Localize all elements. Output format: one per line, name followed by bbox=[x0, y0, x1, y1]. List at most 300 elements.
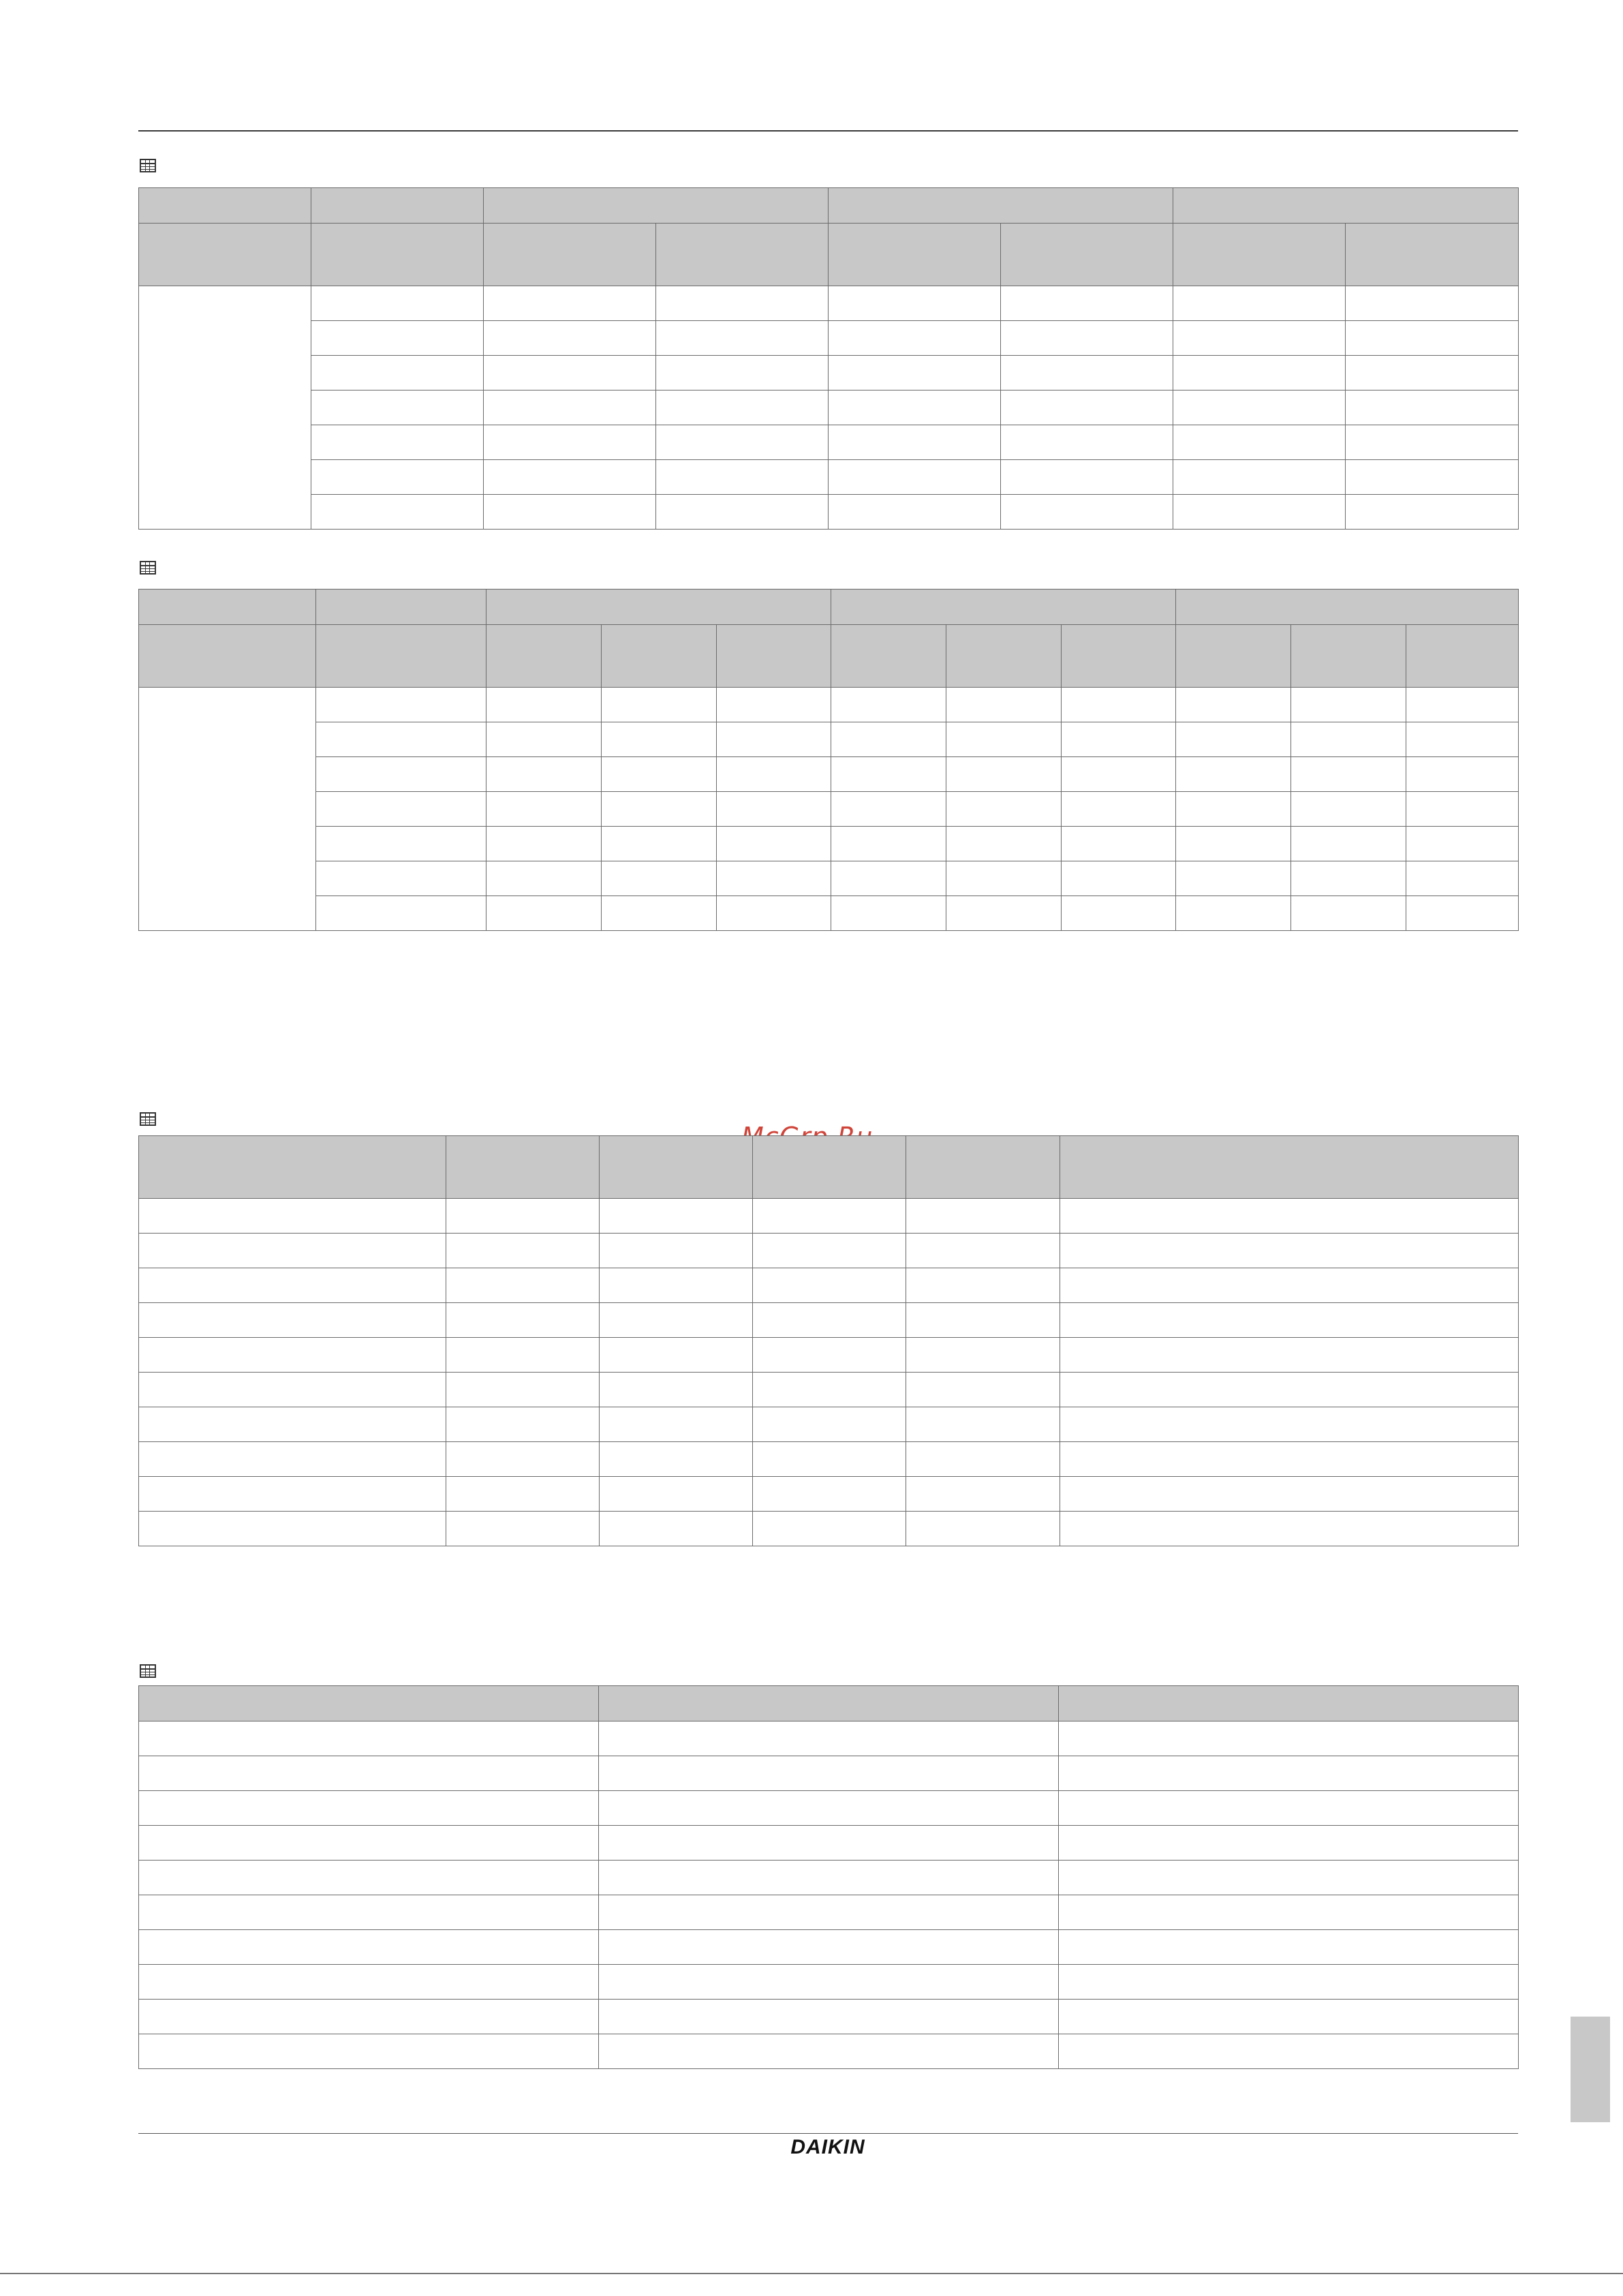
cell bbox=[139, 1791, 599, 1826]
cell bbox=[946, 792, 1062, 827]
cell bbox=[1060, 1234, 1519, 1268]
header-cell bbox=[753, 1136, 906, 1199]
table-3-header-row bbox=[139, 1136, 1519, 1199]
cell bbox=[753, 1338, 906, 1373]
table-2-subheader-row bbox=[139, 625, 1519, 688]
cell bbox=[1346, 286, 1519, 321]
cell bbox=[446, 1442, 600, 1477]
table-row bbox=[139, 495, 1519, 530]
table-row bbox=[139, 1895, 1519, 1930]
header-cell bbox=[139, 1136, 446, 1199]
cell bbox=[602, 896, 717, 931]
cell bbox=[599, 1965, 1059, 2000]
cell bbox=[484, 425, 656, 460]
table-1 bbox=[138, 187, 1519, 530]
cell bbox=[829, 425, 1001, 460]
cell bbox=[316, 827, 486, 861]
cell bbox=[139, 1512, 446, 1546]
cell bbox=[600, 1477, 753, 1512]
header-cell bbox=[139, 224, 311, 286]
cell bbox=[486, 792, 602, 827]
cell bbox=[1060, 1303, 1519, 1338]
cell bbox=[316, 688, 486, 722]
cell bbox=[656, 286, 829, 321]
cell bbox=[311, 286, 484, 321]
table-row bbox=[139, 1268, 1519, 1303]
cell bbox=[753, 1407, 906, 1442]
cell bbox=[753, 1268, 906, 1303]
cell bbox=[1062, 861, 1176, 896]
cell bbox=[1173, 391, 1346, 425]
cell bbox=[139, 1407, 446, 1442]
table-row bbox=[139, 1826, 1519, 1861]
cell bbox=[1346, 356, 1519, 391]
cell bbox=[311, 391, 484, 425]
table-row bbox=[139, 1303, 1519, 1338]
cell bbox=[829, 391, 1001, 425]
cell bbox=[600, 1338, 753, 1373]
cell bbox=[717, 688, 831, 722]
cell bbox=[1346, 495, 1519, 530]
cell bbox=[1291, 688, 1406, 722]
header-cell bbox=[316, 590, 486, 625]
cell bbox=[1062, 792, 1176, 827]
table-row bbox=[139, 1199, 1519, 1234]
table-row bbox=[139, 460, 1519, 495]
header-cell bbox=[946, 625, 1062, 688]
table-row bbox=[139, 1861, 1519, 1895]
cell bbox=[906, 1303, 1060, 1338]
table-row bbox=[139, 792, 1519, 827]
cell bbox=[139, 1268, 446, 1303]
cell bbox=[316, 896, 486, 931]
cell bbox=[1176, 722, 1291, 757]
table-row bbox=[139, 1756, 1519, 1791]
cell bbox=[139, 2000, 599, 2034]
table-row bbox=[139, 1234, 1519, 1268]
cell bbox=[446, 1477, 600, 1512]
cell bbox=[1176, 827, 1291, 861]
cell bbox=[602, 827, 717, 861]
header-cell bbox=[656, 224, 829, 286]
table-row bbox=[139, 722, 1519, 757]
cell bbox=[139, 1895, 599, 1930]
cell bbox=[753, 1199, 906, 1234]
cell bbox=[1176, 757, 1291, 792]
cell bbox=[1059, 1895, 1519, 1930]
cell bbox=[1291, 792, 1406, 827]
cell bbox=[1062, 827, 1176, 861]
cell bbox=[906, 1199, 1060, 1234]
cell bbox=[753, 1234, 906, 1268]
cell bbox=[600, 1407, 753, 1442]
cell bbox=[656, 495, 829, 530]
cell bbox=[1060, 1512, 1519, 1546]
cell bbox=[946, 688, 1062, 722]
cell bbox=[1062, 688, 1176, 722]
header-cell bbox=[311, 224, 484, 286]
cell bbox=[602, 688, 717, 722]
cell bbox=[1059, 1721, 1519, 1756]
cell bbox=[1406, 792, 1519, 827]
table-row bbox=[139, 1407, 1519, 1442]
cell bbox=[599, 1721, 1059, 1756]
table-2 bbox=[138, 589, 1519, 931]
cell bbox=[1291, 827, 1406, 861]
table-row bbox=[139, 1721, 1519, 1756]
table-1-header-row bbox=[139, 188, 1519, 224]
cell bbox=[1062, 757, 1176, 792]
cell bbox=[311, 321, 484, 356]
cell bbox=[1406, 827, 1519, 861]
cell bbox=[139, 1477, 446, 1512]
cell bbox=[946, 827, 1062, 861]
cell bbox=[1291, 861, 1406, 896]
table-1-subheader-row bbox=[139, 224, 1519, 286]
merged-cell bbox=[139, 286, 311, 530]
cell bbox=[829, 495, 1001, 530]
table-row bbox=[139, 688, 1519, 722]
cell bbox=[599, 1826, 1059, 1861]
cell bbox=[1059, 1965, 1519, 2000]
cell bbox=[600, 1373, 753, 1407]
cell bbox=[486, 688, 602, 722]
cell bbox=[600, 1234, 753, 1268]
table-row bbox=[139, 1512, 1519, 1546]
header-cell bbox=[831, 625, 946, 688]
cell bbox=[1176, 688, 1291, 722]
cell bbox=[831, 861, 946, 896]
cell bbox=[139, 1199, 446, 1234]
cell bbox=[829, 286, 1001, 321]
cell bbox=[139, 1756, 599, 1791]
cell bbox=[1176, 861, 1291, 896]
cell bbox=[1060, 1442, 1519, 1477]
cell bbox=[139, 1826, 599, 1861]
cell bbox=[753, 1303, 906, 1338]
header-cell bbox=[311, 188, 484, 224]
cell bbox=[753, 1442, 906, 1477]
header-cell bbox=[486, 625, 602, 688]
header-cell bbox=[316, 625, 486, 688]
header-cell bbox=[1346, 224, 1519, 286]
cell bbox=[600, 1442, 753, 1477]
cell bbox=[1060, 1373, 1519, 1407]
cell bbox=[906, 1234, 1060, 1268]
cell bbox=[1001, 495, 1173, 530]
cell bbox=[1291, 722, 1406, 757]
cell bbox=[717, 757, 831, 792]
cell bbox=[1346, 391, 1519, 425]
cell bbox=[753, 1373, 906, 1407]
cell bbox=[656, 460, 829, 495]
cell bbox=[656, 356, 829, 391]
cell bbox=[1173, 495, 1346, 530]
cell bbox=[1060, 1199, 1519, 1234]
cell bbox=[486, 896, 602, 931]
cell bbox=[946, 861, 1062, 896]
cell bbox=[599, 1895, 1059, 1930]
header-cell bbox=[1173, 224, 1346, 286]
cell bbox=[484, 495, 656, 530]
table-3 bbox=[138, 1135, 1519, 1546]
table-row bbox=[139, 391, 1519, 425]
cell bbox=[139, 1721, 599, 1756]
cell bbox=[600, 1303, 753, 1338]
cell bbox=[1060, 1338, 1519, 1373]
cell bbox=[600, 1512, 753, 1546]
cell bbox=[446, 1373, 600, 1407]
cell bbox=[906, 1477, 1060, 1512]
header-cell bbox=[717, 625, 831, 688]
table-row bbox=[139, 425, 1519, 460]
table-icon bbox=[140, 1112, 156, 1126]
cell bbox=[829, 356, 1001, 391]
cell bbox=[311, 356, 484, 391]
cell bbox=[139, 1442, 446, 1477]
cell bbox=[831, 722, 946, 757]
table-icon bbox=[140, 1664, 156, 1678]
header-cell bbox=[1406, 625, 1519, 688]
table-row bbox=[139, 896, 1519, 931]
cell bbox=[486, 827, 602, 861]
header-cell bbox=[1173, 188, 1519, 224]
cell bbox=[602, 792, 717, 827]
cell bbox=[446, 1234, 600, 1268]
header-cell bbox=[484, 188, 829, 224]
daikin-logo bbox=[777, 2133, 879, 2160]
cell bbox=[1059, 1791, 1519, 1826]
table-icon bbox=[140, 159, 156, 172]
table-row bbox=[139, 2034, 1519, 2069]
logo-text: DAIKIN bbox=[790, 2136, 865, 2158]
cell bbox=[1001, 286, 1173, 321]
header-cell bbox=[602, 625, 717, 688]
cell bbox=[599, 2000, 1059, 2034]
table-row bbox=[139, 286, 1519, 321]
cell bbox=[1059, 1861, 1519, 1895]
cell bbox=[831, 792, 946, 827]
cell bbox=[602, 861, 717, 896]
cell bbox=[753, 1477, 906, 1512]
cell bbox=[311, 495, 484, 530]
cell bbox=[1060, 1407, 1519, 1442]
table-row bbox=[139, 1442, 1519, 1477]
cell bbox=[316, 792, 486, 827]
header-cell bbox=[1060, 1136, 1519, 1199]
cell bbox=[484, 460, 656, 495]
cell bbox=[139, 2034, 599, 2069]
cell bbox=[311, 460, 484, 495]
header-cell bbox=[1176, 625, 1291, 688]
header-cell bbox=[1059, 1686, 1519, 1721]
cell bbox=[1406, 757, 1519, 792]
header-cell bbox=[139, 590, 316, 625]
header-cell bbox=[139, 625, 316, 688]
cell bbox=[446, 1512, 600, 1546]
cell bbox=[717, 792, 831, 827]
cell bbox=[599, 1861, 1059, 1895]
cell bbox=[139, 1861, 599, 1895]
cell bbox=[1406, 861, 1519, 896]
cell bbox=[446, 1199, 600, 1234]
cell bbox=[1406, 722, 1519, 757]
header-cell bbox=[1001, 224, 1173, 286]
cell bbox=[599, 1756, 1059, 1791]
cell bbox=[753, 1512, 906, 1546]
cell bbox=[139, 1373, 446, 1407]
header-cell bbox=[1176, 590, 1519, 625]
header-cell bbox=[599, 1686, 1059, 1721]
cell bbox=[484, 356, 656, 391]
chapter-side-tab bbox=[1571, 2017, 1610, 2122]
cell bbox=[316, 861, 486, 896]
cell bbox=[1291, 757, 1406, 792]
cell bbox=[484, 391, 656, 425]
cell bbox=[1001, 356, 1173, 391]
table-row bbox=[139, 321, 1519, 356]
cell bbox=[1062, 722, 1176, 757]
cell bbox=[1001, 391, 1173, 425]
cell bbox=[484, 286, 656, 321]
cell bbox=[829, 460, 1001, 495]
cell bbox=[1060, 1477, 1519, 1512]
cell bbox=[946, 757, 1062, 792]
cell bbox=[1059, 2000, 1519, 2034]
cell bbox=[831, 688, 946, 722]
table-icon bbox=[140, 561, 156, 575]
cell bbox=[1060, 1268, 1519, 1303]
cell bbox=[139, 1234, 446, 1268]
header-cell bbox=[831, 590, 1176, 625]
cell bbox=[717, 722, 831, 757]
cell bbox=[486, 757, 602, 792]
cell bbox=[1346, 321, 1519, 356]
cell bbox=[1406, 896, 1519, 931]
cell bbox=[1062, 896, 1176, 931]
cell bbox=[139, 1930, 599, 1965]
cell bbox=[602, 722, 717, 757]
header-cell bbox=[600, 1136, 753, 1199]
cell bbox=[906, 1268, 1060, 1303]
table-row bbox=[139, 1338, 1519, 1373]
cell bbox=[1059, 2034, 1519, 2069]
cell bbox=[906, 1512, 1060, 1546]
header-cell bbox=[139, 188, 311, 224]
cell bbox=[316, 722, 486, 757]
table-row bbox=[139, 1965, 1519, 2000]
table-row bbox=[139, 356, 1519, 391]
cell bbox=[946, 896, 1062, 931]
table-4 bbox=[138, 1685, 1519, 2069]
cell bbox=[602, 757, 717, 792]
cell bbox=[906, 1338, 1060, 1373]
header-cell bbox=[446, 1136, 600, 1199]
bottom-edge-line bbox=[0, 2273, 1623, 2274]
cell bbox=[1059, 1930, 1519, 1965]
cell bbox=[1176, 792, 1291, 827]
table-row bbox=[139, 1477, 1519, 1512]
cell bbox=[1059, 1826, 1519, 1861]
table-row bbox=[139, 1791, 1519, 1826]
cell bbox=[906, 1373, 1060, 1407]
cell bbox=[829, 321, 1001, 356]
header-cell bbox=[139, 1686, 599, 1721]
cell bbox=[446, 1268, 600, 1303]
cell bbox=[1173, 460, 1346, 495]
cell bbox=[1291, 896, 1406, 931]
table-4-header-row bbox=[139, 1686, 1519, 1721]
cell bbox=[446, 1303, 600, 1338]
cell bbox=[311, 425, 484, 460]
header-cell bbox=[486, 590, 831, 625]
cell bbox=[1059, 1756, 1519, 1791]
cell bbox=[1173, 286, 1346, 321]
cell bbox=[446, 1338, 600, 1373]
header-cell bbox=[1062, 625, 1176, 688]
cell bbox=[831, 827, 946, 861]
cell bbox=[1001, 321, 1173, 356]
cell bbox=[139, 1303, 446, 1338]
cell bbox=[656, 391, 829, 425]
header-cell bbox=[906, 1136, 1060, 1199]
cell bbox=[717, 861, 831, 896]
cell bbox=[1346, 460, 1519, 495]
cell bbox=[656, 321, 829, 356]
table-row bbox=[139, 861, 1519, 896]
cell bbox=[1406, 688, 1519, 722]
cell bbox=[906, 1407, 1060, 1442]
cell bbox=[831, 757, 946, 792]
table-row bbox=[139, 827, 1519, 861]
cell bbox=[656, 425, 829, 460]
cell bbox=[717, 896, 831, 931]
table-row bbox=[139, 2000, 1519, 2034]
table-row bbox=[139, 1373, 1519, 1407]
table-row bbox=[139, 757, 1519, 792]
cell bbox=[599, 1930, 1059, 1965]
cell bbox=[599, 2034, 1059, 2069]
cell bbox=[486, 861, 602, 896]
cell bbox=[1173, 321, 1346, 356]
header-cell bbox=[484, 224, 656, 286]
cell bbox=[446, 1407, 600, 1442]
cell bbox=[1173, 425, 1346, 460]
header-rule bbox=[138, 130, 1518, 132]
header-cell bbox=[1291, 625, 1406, 688]
cell bbox=[906, 1442, 1060, 1477]
cell bbox=[1001, 460, 1173, 495]
table-2-header-row bbox=[139, 590, 1519, 625]
header-cell bbox=[829, 224, 1001, 286]
cell bbox=[600, 1268, 753, 1303]
cell bbox=[1346, 425, 1519, 460]
cell bbox=[1176, 896, 1291, 931]
cell bbox=[484, 321, 656, 356]
header-cell bbox=[829, 188, 1173, 224]
cell bbox=[831, 896, 946, 931]
cell bbox=[316, 757, 486, 792]
cell bbox=[946, 722, 1062, 757]
cell bbox=[600, 1199, 753, 1234]
cell bbox=[139, 1965, 599, 2000]
merged-cell bbox=[139, 688, 316, 931]
cell bbox=[486, 722, 602, 757]
cell bbox=[599, 1791, 1059, 1826]
cell bbox=[717, 827, 831, 861]
cell bbox=[139, 1338, 446, 1373]
cell bbox=[1173, 356, 1346, 391]
